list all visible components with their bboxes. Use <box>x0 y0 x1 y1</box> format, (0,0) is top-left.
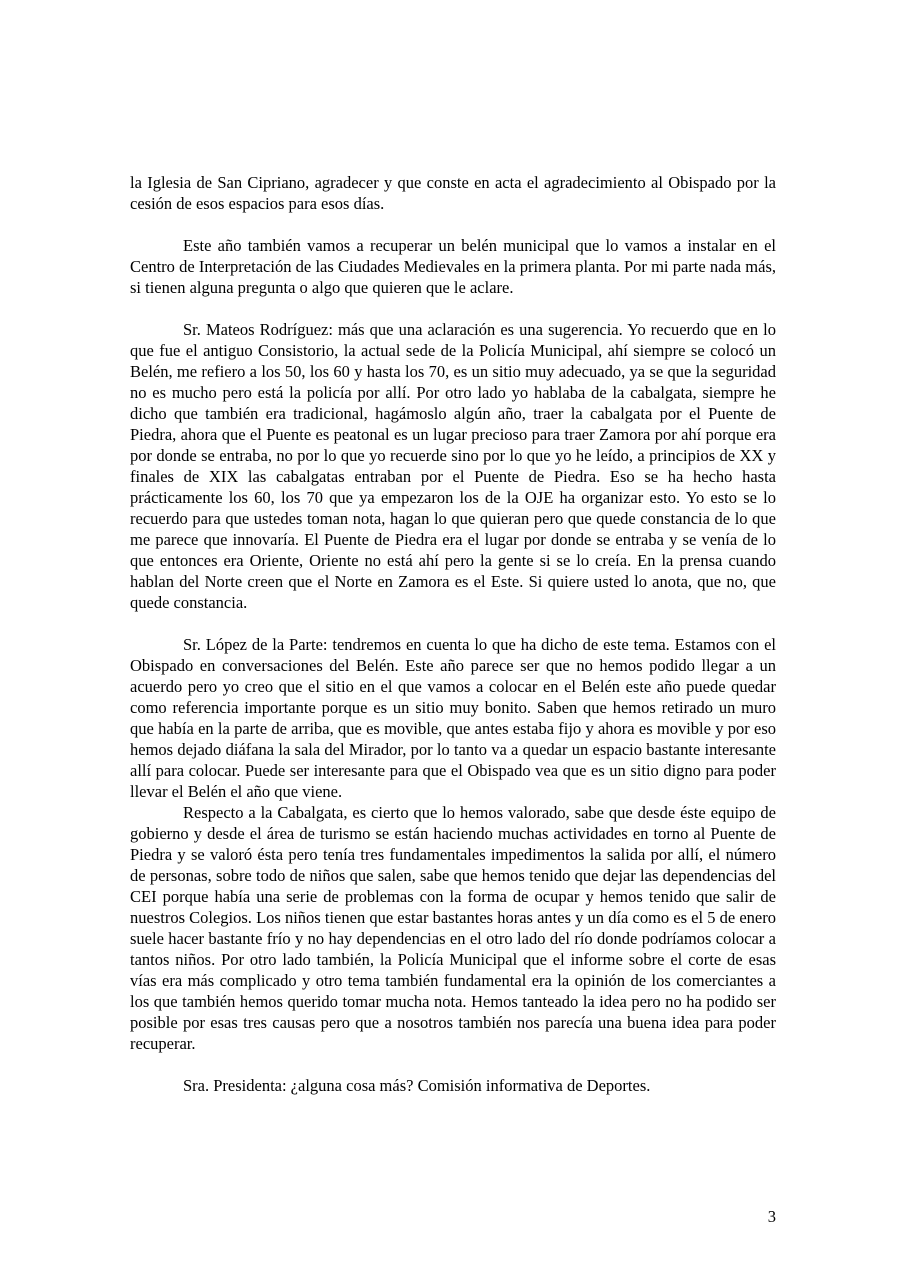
paragraph-cabalgata: Respecto a la Cabalgata, es cierto que lo hemos valorado, sabe que desde éste equipo de gobierno y desde el área de turismo se están haciendo muchas actividades en torno al Puente de Piedra y se valoró ésta pero tenía tres fundamentales impedimentos la salida por allí, el número de personas, sobre todo de niños que salen, sabe que hemos tenido que dejar las dependencias del CEI porque había una serie de problemas con la forma de ocupar y hemos tenido que salir de nuestros Colegios. Los niños tienen que estar bastantes horas antes y un día como es el 5 de enero suele hacer bastante frío y no hay dependencias en el otro lado del río donde podríamos colocar a tantos niños. Por otro lado también, la Policía Municipal que el informe sobre el corte de esas vías era más complicado y otro tema también fundamental era la opinión de los comerciantes a los que también hemos querido tomar mucha nota. Hemos tanteado la idea pero no ha podido ser posible por esas tres causas pero que a nosotros también nos parecía una buena idea para poder recuperar. <box>130 803 776 1053</box>
paragraph-belen-municipal: Este año también vamos a recuperar un belén municipal que lo vamos a instalar en el Centro de Interpretación de las Ciudades Medievales en la primera planta. Por mi parte nada más, si tienen alguna pregunta o algo que quieren que le aclare. <box>130 236 776 297</box>
body-text <box>130 172 776 1096</box>
paragraph-mateos-rodriguez: Sr. Mateos Rodríguez: más que una aclaración es una sugerencia. Yo recuerdo que en lo que fue el antiguo Consistorio, la actual sede de la Policía Municipal, ahí siempre se colocó un Belén, me refiero a los 50, los 60 y hasta los 70, es un sitio muy adecuado, ya se que la seguridad no es mucho pero está la policía por allí. Por otro lado yo hablaba de la cabalgata, siempre he dicho que también era tradicional, hagámoslo algún año, traer la cabalgata por el Puente de Piedra, ahora que el Puente es peatonal es un lugar precioso para traer Zamora por ahí porque era por donde se entraba, no por lo que yo recuerde sino por lo que yo he leído, a principios de XX y finales de XIX las cabalgatas entraban por el Puente de Piedra. Eso se ha hecho hasta prácticamente los 60, los 70 que ya empezaron los de la OJE ha organizar esto. Yo esto se lo recuerdo para que ustedes toman nota, hagan lo que quieran pero que quede constancia de lo que me parece que innovaría. El Puente de Piedra era el lugar por donde se entraba y se venía de lo que entonces era Oriente, Oriente no está ahí pero la gente si se lo creía. En la prensa cuando hablan del Norte creen que el Norte en Zamora es el Este. Si quiere usted lo anota, que no, que quede constancia. <box>130 320 776 612</box>
paragraph-presidenta: Sra. Presidenta: ¿alguna cosa más? Comisión informativa de Deportes. <box>183 1076 651 1095</box>
paragraph-lopez-de-la-parte: Sr. López de la Parte: tendremos en cuenta lo que ha dicho de este tema. Estamos con el Obispado en conversaciones del Belén. Este año parece ser que no hemos podido llegar a un acuerdo pero yo creo que el sitio en el que vamos a colocar en el Belén este año puede quedar como referencia importante porque es un sitio muy bonito. Saben que hemos retirado un muro que había en la parte de arriba, que es movible, que antes estaba fijo y ahora es movible y por eso hemos dejado diáfana la sala del Mirador, por lo tanto va a quedar un espacio bastante interesante allí para colocar. Puede ser interesante para que el Obispado vea que es un sitio digno para poder llevar el Belén el año que viene. <box>130 635 776 801</box>
page-number: 3 <box>767 1207 776 1226</box>
paragraph-continuation: la Iglesia de San Cipriano, agradecer y que conste en acta el agradecimiento al Obispado por la cesión de esos espacios para esos días. <box>130 173 776 213</box>
